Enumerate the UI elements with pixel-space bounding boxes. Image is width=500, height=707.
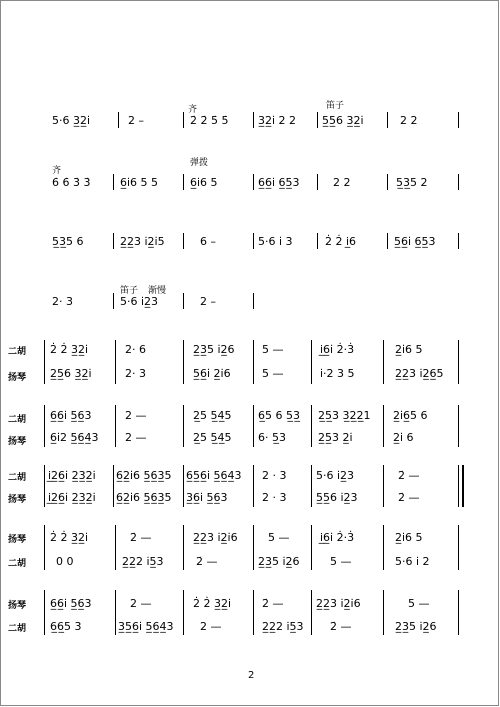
instrument-label: 二胡 <box>8 473 27 483</box>
barline <box>458 590 459 635</box>
measure: 6̲6̲i̇ 6̲5̲3 <box>258 176 300 189</box>
barline <box>317 174 318 190</box>
measure: 2̲5̲6 3̲2̲i̇ <box>50 367 92 380</box>
measure: 3̲5̲6̲i̇ 5̲6̲4̲3 <box>118 620 174 633</box>
barline <box>458 112 459 128</box>
measure: 5·6 i̇2̲3 <box>120 295 159 308</box>
measure: 2̇ — <box>398 491 420 504</box>
barline <box>253 405 254 447</box>
measure: 2̲2̲2 i̇5̲3 <box>122 555 164 568</box>
annotation-unison: 齐 <box>52 166 62 176</box>
measure: 2̲2̲3 i̇2̲6̲5 <box>395 367 444 380</box>
system-bar <box>44 340 45 384</box>
barline <box>183 405 184 447</box>
measure: 2̇ 2̇ 3̲2̲i̇ <box>50 343 89 356</box>
annotation-tanbo: 弹拨 <box>190 158 209 168</box>
instrument-label: 二胡 <box>8 559 27 569</box>
annotation-dizi: 笛子 <box>326 101 345 111</box>
measure: 2̲3̲5 i̇2̲6 <box>258 555 300 568</box>
measure: 6̲5 6 5̲3̲ <box>258 409 300 422</box>
measure: 5̲6̲i̇ 6̲5̲3 <box>394 235 436 248</box>
measure: 5 — <box>262 367 284 380</box>
barline <box>458 525 459 570</box>
measure: 2 — <box>125 409 147 422</box>
measure: 2̲2̲3 i̇2̲i̇5 <box>120 235 165 248</box>
system-bar <box>44 525 45 570</box>
measure: 2̲i̇ 6 <box>393 431 414 444</box>
measure: 2̲i̇6 5 <box>395 531 423 544</box>
measure: i̲2̲6̲i̇ 2̲3̲2̲i̇ <box>48 469 96 482</box>
barline <box>383 340 384 384</box>
barline <box>311 465 312 507</box>
measure: 6̲5̲6̲i̇ 5̲6̲4̲3 <box>186 469 242 482</box>
annotation-unison: 齐 <box>188 105 198 115</box>
barline <box>383 525 384 570</box>
measure: 6̲6̲i̇ 5̲6̲3 <box>50 409 92 422</box>
measure: 2 · 3 <box>262 491 287 504</box>
barline <box>253 340 254 384</box>
annotation-jianman: 渐慢 <box>148 286 167 296</box>
measure: 6 – <box>200 235 216 248</box>
barline <box>113 233 114 249</box>
measure: 2· 3 <box>52 295 73 308</box>
measure: 6̲6̲5 3 <box>50 620 82 633</box>
instrument-label: 扬琴 <box>8 601 27 611</box>
measure: 6· 5̲3 <box>258 431 286 444</box>
measure: 5 — <box>262 343 284 356</box>
measure: 2̇ 2̇ 5̇ 5̇ <box>190 114 229 127</box>
measure: 6̲i̇6 5 5 <box>120 176 159 189</box>
measure: 2 · 3 <box>262 469 287 482</box>
measure: 2̲2̲3 i̇2̲i̇6 <box>193 531 238 544</box>
measure: 6̲2̲i̇6 5̲6̲3̲5 <box>116 469 172 482</box>
instrument-label: 扬琴 <box>8 495 27 505</box>
measure: 5·6 3̲2̲i̇ <box>52 114 91 127</box>
measure: 2̲5̲3 3̲2̲2̲1 <box>318 409 371 422</box>
final-barline <box>458 465 459 507</box>
barline <box>183 112 184 128</box>
system-bar <box>44 405 45 447</box>
measure: 6̲i̇2 5̲6̲4̲3 <box>50 431 99 444</box>
barline <box>115 590 116 635</box>
barline <box>113 293 114 309</box>
measure: 5 — <box>330 555 352 568</box>
barline <box>253 174 254 190</box>
instrument-label: 扬琴 <box>8 437 27 447</box>
measure: 2̇ 2̇ i̲6 <box>325 235 357 248</box>
barline <box>458 174 459 190</box>
barline <box>118 112 119 128</box>
measure: i̲6̲i̇ 2̇·3̇ <box>320 343 355 356</box>
instrument-label: 扬琴 <box>8 373 27 383</box>
measure: 0 0 <box>56 555 74 568</box>
barline <box>387 174 388 190</box>
barline <box>183 590 184 635</box>
barline <box>383 590 384 635</box>
barline <box>311 590 312 635</box>
measure: 5̲5̲6 3̲2̲i̇ <box>322 114 364 127</box>
measure: 2̇ 2̇ 3̲2̲i̇ <box>193 597 232 610</box>
barline <box>253 293 254 309</box>
barline <box>183 525 184 570</box>
measure: 2̲5 5̲4̲5 <box>193 409 232 422</box>
measure: 3̲6̲i̇ 5̲6̲3 <box>186 491 228 504</box>
barline <box>387 233 388 249</box>
measure: 6̇ 6̇ 3̇ 3̇ <box>52 176 91 189</box>
instrument-label: 二胡 <box>8 415 27 425</box>
barline <box>253 525 254 570</box>
measure: 2̲i̇6 5 <box>395 343 423 356</box>
system-bar <box>44 590 45 635</box>
barline <box>253 590 254 635</box>
measure: 6̲i̇6 5 <box>190 176 218 189</box>
measure: i̲6̲i̇ 2̇·3̇ <box>320 531 355 544</box>
measure: 5̲3̲5 2 <box>396 176 428 189</box>
final-barline <box>462 465 464 507</box>
barline <box>183 233 184 249</box>
barline <box>311 525 312 570</box>
measure: 2̲2̲3 i̇2̲i̇6 <box>316 597 361 610</box>
measure: 2· 3 <box>125 367 146 380</box>
barline <box>317 233 318 249</box>
barline <box>113 465 114 507</box>
measure: 2 – <box>128 114 144 127</box>
measure: i̲2̲6̲i̇ 2̲3̲2̲i̇ <box>48 491 96 504</box>
measure: 5̲5̲6 i̇2̲3 <box>316 491 358 504</box>
measure: 2̇ — <box>398 469 420 482</box>
barline <box>115 340 116 384</box>
barline <box>317 112 318 128</box>
measure: 2 — <box>125 431 147 444</box>
barline <box>458 233 459 249</box>
barline <box>383 405 384 447</box>
barline <box>183 340 184 384</box>
barline <box>113 174 114 190</box>
measure: 2 2 <box>400 114 418 127</box>
barline <box>183 293 184 309</box>
instrument-label: 二胡 <box>8 347 27 357</box>
annotation-dizi: 笛子 <box>120 286 139 296</box>
barline <box>253 465 254 507</box>
measure: 5·6 i̇2̲3 <box>316 469 355 482</box>
barline <box>311 405 312 447</box>
barline <box>311 340 312 384</box>
measure: 5·6 i̇ 2 <box>395 555 430 568</box>
barline <box>387 112 388 128</box>
measure: 2 2 <box>333 176 351 189</box>
measure: 6̲6̲i̇ 5̲6̲3 <box>50 597 92 610</box>
barline <box>115 405 116 447</box>
measure: 2̇ — <box>330 620 352 633</box>
barline <box>458 340 459 384</box>
instrument-label: 二胡 <box>8 624 27 634</box>
system-bar <box>44 465 45 507</box>
measure: 2̲3̲5 i̇2̲6 <box>193 343 235 356</box>
measure: 2̇ — <box>196 555 218 568</box>
barline <box>383 465 384 507</box>
measure: 5 — <box>268 531 290 544</box>
measure: 2 — <box>130 597 152 610</box>
measure: i̇·2 3 5 <box>320 367 355 380</box>
measure: 5 — <box>408 597 430 610</box>
barline <box>183 174 184 190</box>
measure: 5·6 i̇ 3 <box>258 235 293 248</box>
barline <box>253 112 254 128</box>
measure: 2̇ 2̇ 3̲2̲i̇ <box>50 531 89 544</box>
measure: 2̇ — <box>262 597 284 610</box>
measure: 2 — <box>200 620 222 633</box>
measure: 2 – <box>200 295 216 308</box>
measure: 2̲5 5̲4̲5 <box>193 431 232 444</box>
measure: 6̲2̲i̇6 5̲6̲3̲5 <box>116 491 172 504</box>
measure: 2̲2̲2 i̇5̲3 <box>262 620 304 633</box>
barline <box>458 405 459 447</box>
measure: 2̲3̲5 i̇2̲6 <box>395 620 437 633</box>
barline <box>253 233 254 249</box>
barline <box>183 465 184 507</box>
measure: 2· 6 <box>125 343 146 356</box>
page-number: 2 <box>248 670 255 681</box>
measure: 5̲6̲i̇ 2̲i̇6 <box>193 367 231 380</box>
instrument-label: 扬琴 <box>8 535 27 545</box>
measure: 3̲2̲i̇ 2 2 <box>258 114 297 127</box>
measure: 5̲3̲5 6 <box>52 235 84 248</box>
barline <box>115 525 116 570</box>
measure: 2̇ — <box>130 531 152 544</box>
measure: 2̲i̇6̲5 6 <box>393 409 428 422</box>
measure: 2̲5̲3 2̲i̇ <box>318 431 353 444</box>
